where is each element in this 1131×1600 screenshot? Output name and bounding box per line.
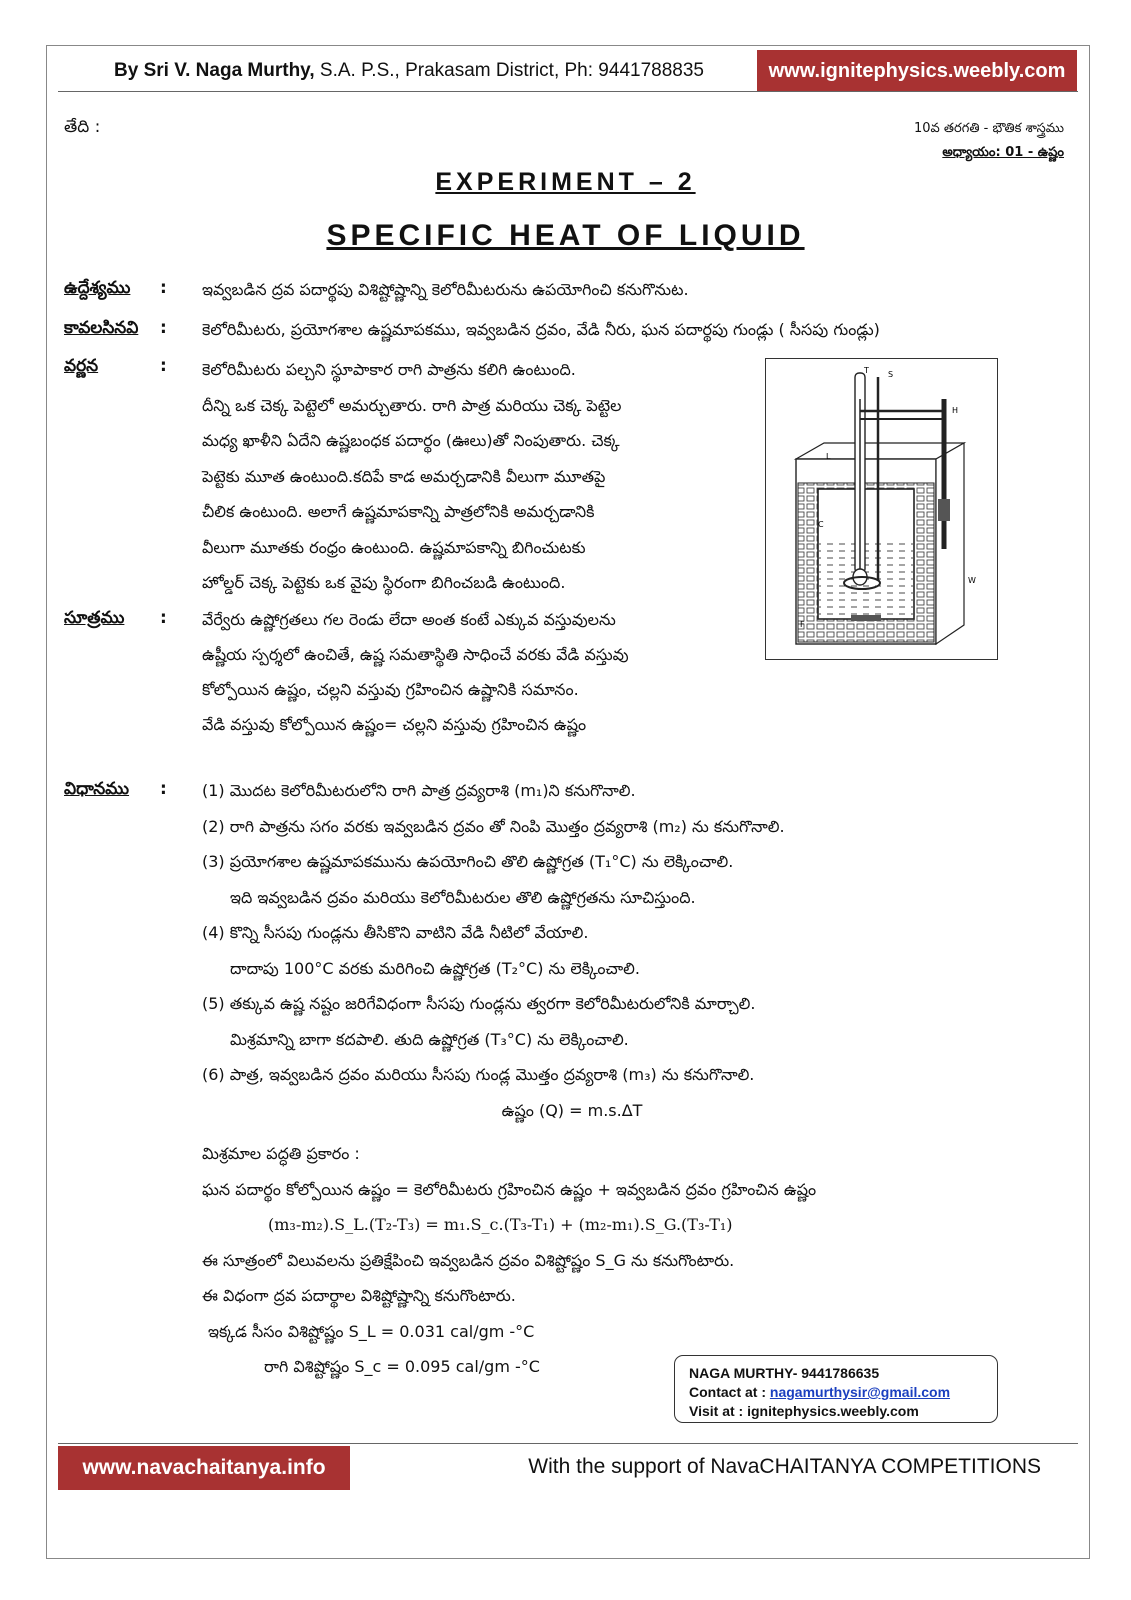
principle-line: ఉష్ణీయ స్పర్శలో ఉంచితే, ఉష్ణ సమతాస్థితి సాధించే వరకు వేడి వస్తువు [202, 645, 629, 664]
lead-specific-heat: ఇక్కడ సీసం విశిష్టోష్ణం S_L = 0.031 cal/gm -°C [208, 1321, 535, 1341]
colon: : [160, 608, 167, 628]
description-line: మధ్య ఖాళీని ఏదేని ఉష్ణబంధక పదార్థం (ఊలు)తో నింపుతారు. చెక్క [202, 431, 620, 450]
label-h: H [952, 406, 959, 415]
experiment-title [0, 168, 1131, 197]
label-l: L [826, 452, 831, 461]
description-line: చీలిక ఉంటుంది. అలాగే ఉష్ణమాపకాన్ని పాత్రలోనికి అమర్చడానికి [202, 502, 595, 521]
procedure-label: విధానము [64, 779, 130, 799]
principle-line: కోల్పోయిన ఉష్ణం, చల్లని వస్తువు గ్రహించిన ఉష్ణానికి సమానం. [202, 680, 579, 699]
label-w: W [968, 576, 976, 585]
contact-box [674, 1355, 998, 1423]
footer-support-text: With the support of NavaCHAITANYA COMPETITIONS [528, 1455, 1041, 1478]
footer-website-banner[interactable]: www.navachaitanya.info [58, 1446, 350, 1490]
principle-label: సూత్రము [64, 608, 125, 628]
contact-visit-row [689, 1402, 983, 1421]
aim-text: ఇవ్వబడిన ద్రవ పదార్థపు విశిష్టోష్ణాన్ని కెలోరిమీటరును ఉపయోగించి కనుగొనుట. [202, 280, 689, 299]
procedure-step: (3) ప్రయోగశాల ఉష్ణమాపకమును ఉపయోగించి తొలి ఉష్ణోగ్రత (T₁°C) ను లెక్కించాలి. [202, 852, 734, 871]
procedure-step: (5) తక్కువ ఉష్ణ నష్టం జరిగేవిధంగా సీసపు గుండ్లను త్వరగా కెలోరిమీటరులోనికి మార్చాలి. [202, 994, 756, 1013]
procedure-step: (4) కొన్ని సీసపు గుండ్లను తీసికొని వాటిని వేడి నీటిలో వేయాలి. [202, 923, 589, 942]
box-side [936, 443, 964, 644]
procedure-step: దాదాపు 100°C వరకు మరిగించి ఉష్ణోగ్రత (T₂°C) ను లెక్కించాలి. [230, 958, 640, 978]
contact-label: Contact at : [689, 1384, 766, 1400]
class-label: 10వ తరగతి - భౌతిక శాస్త్రము [914, 121, 1064, 136]
author-details: S.A. P.S., Prakasam District, Ph: 9441788835 [319, 60, 704, 81]
description-line: హోల్డర్ చెక్క పెట్టెకు ఒక వైపు స్థిరంగా బిగించబడి ఉంటుంది. [202, 573, 566, 592]
date-label: తేది : [64, 117, 101, 137]
description-line: దీన్ని ఒక చెక్క పెట్టెలో అమర్చుతారు. రాగి పాత్ర మరియు చెక్క పెట్టెల [202, 395, 622, 415]
mixture-section [202, 1136, 1082, 1385]
materials-label: కావలసినవి [64, 318, 139, 338]
experiment-name [0, 219, 1131, 253]
description-line: పెట్టెకు మూత ఉంటుంది.కదిపే కాడ అమర్చడానికి వీలుగా మూతపై [202, 466, 606, 486]
contact-name: NAGA MURTHY- 9441786635 [689, 1365, 880, 1381]
procedure-step: (6) పాత్ర, ఇవ్వబడిన ద్రవం మరియు సీసపు గుండ్ల మొత్తం ద్రవ్యరాశి (m₃) ను కనుగొనాలి. [202, 1065, 755, 1084]
description-text [202, 352, 722, 601]
label-f: F [800, 620, 805, 629]
colon: : [160, 779, 167, 799]
colon: : [160, 356, 167, 376]
chapter-label: అధ్యాయం: 01 - ఉష్ణం [942, 145, 1064, 160]
visit-label: Visit at : [689, 1403, 744, 1419]
contact-email-row [689, 1383, 983, 1402]
description-label: వర్ణన [64, 356, 99, 376]
mixture-equation: (m₃-m₂).S_L.(T₂-T₃) = m₁.S_c.(T₃-T₁) + (m₂-m₁).S_G.(T₃-T₁) [268, 1215, 733, 1234]
header-website-banner[interactable]: www.ignitephysics.weebly.com [757, 50, 1077, 92]
mixture-heading: మిశ్రమాల పద్ధతి ప్రకారం : [202, 1144, 360, 1163]
copper-specific-heat: రాగి విశిష్టోష్ణం S_c = 0.095 cal/gm -°C [264, 1357, 540, 1376]
principle-line: వేర్వేరు ఉష్ణోగ్రతలు గల రెండు లేదా అంత కంటే ఎక్కువ వస్తువులను [202, 610, 616, 629]
class-info [914, 117, 1064, 165]
header-rule [58, 91, 1078, 92]
mixture-statement: ఘన పదార్థం కోల్పోయిన ఉష్ణం = కెలోరిమీటరు గ్రహించిన ఉష్ణం + ఇవ్వబడిన ద్రవం గ్రహించిన ఉష్ణం [202, 1179, 817, 1199]
aim-label: ఉద్దేశ్యము [64, 278, 131, 298]
base-pad [851, 615, 881, 621]
label-c: C [818, 520, 824, 529]
materials-text: కెలోరిమీటరు, ప్రయోగశాల ఉష్ణమాపకము, ఇవ్వబడిన ద్రవం, వేడి నీరు, ఘన పదార్థపు గుండ్లు ( సీసపు గుండ్లు) [202, 320, 880, 339]
author-name: By Sri V. Naga Murthy, [114, 60, 315, 81]
colon: : [160, 318, 167, 338]
visit-link[interactable]: ignitephysics.weebly.com [747, 1403, 919, 1419]
procedure-step: ఇది ఇవ్వబడిన ద్రవం మరియు కెలోరిమీటరుల తొలి ఉష్ణోగ్రతను సూచిస్తుంది. [230, 887, 696, 907]
calorimeter-figure [765, 358, 998, 660]
description-line: వీలుగా మూతకు రంధ్రం ఉంటుంది. ఉష్ణమాపకాన్ని బిగించుటకు [202, 537, 586, 557]
label-s: S [888, 370, 894, 379]
experiment-number: EXPERIMENT – 2 [435, 168, 696, 196]
heat-formula: ఉష్ణం (Q) = m.s.ΔT [501, 1100, 643, 1120]
mixture-line-2: ఈ విధంగా ద్రవ పదార్థాల విశిష్టోష్ణాన్ని కనుగొంటారు. [202, 1286, 516, 1305]
footer-rule [58, 1443, 1078, 1444]
mixture-line-1: ఈ సూత్రంలో విలువలను ప్రతిక్షేపించి ఇవ్వబడిన ద్రవం విశిష్టోష్ణం S_G ను కనుగొంటారు. [202, 1250, 735, 1270]
procedure-step: (2) రాగి పాత్రను సగం వరకు ఇవ్వబడిన ద్రవం తో నింపి మొత్తం ద్రవ్యరాశి (m₂) ను కనుగొనాలి. [202, 816, 785, 836]
principle-line: వేడి వస్తువు కోల్పోయిన ఉష్ణం= చల్లని వస్తువు గ్రహించిన ఉష్ణం [202, 715, 587, 734]
procedure-step: (1) మొదట కెలోరిమీటరులోని రాగి పాత్ర ద్రవ్యరాశి (m₁)ని కనుగొనాలి. [202, 781, 636, 800]
calorimeter-diagram [766, 359, 997, 659]
procedure-steps [202, 773, 1062, 1128]
contact-email-link[interactable]: nagamurthysir@gmail.com [769, 1384, 951, 1400]
label-t: T [864, 366, 869, 375]
box-lid [796, 443, 964, 459]
colon: : [160, 278, 167, 298]
description-line: కెలోరిమీటరు పల్చని స్థూపాకార రాగి పాత్రను కలిగి ఉంటుంది. [202, 360, 576, 379]
experiment-name-text: SPECIFIC HEAT OF LIQUID [326, 219, 805, 252]
author-line [114, 60, 704, 82]
principle-text [202, 602, 742, 742]
procedure-step: మిశ్రమాన్ని బాగా కదపాలి. తుది ఉష్ణోగ్రత (T₃°C) ను లెక్కించాలి. [230, 1029, 629, 1049]
